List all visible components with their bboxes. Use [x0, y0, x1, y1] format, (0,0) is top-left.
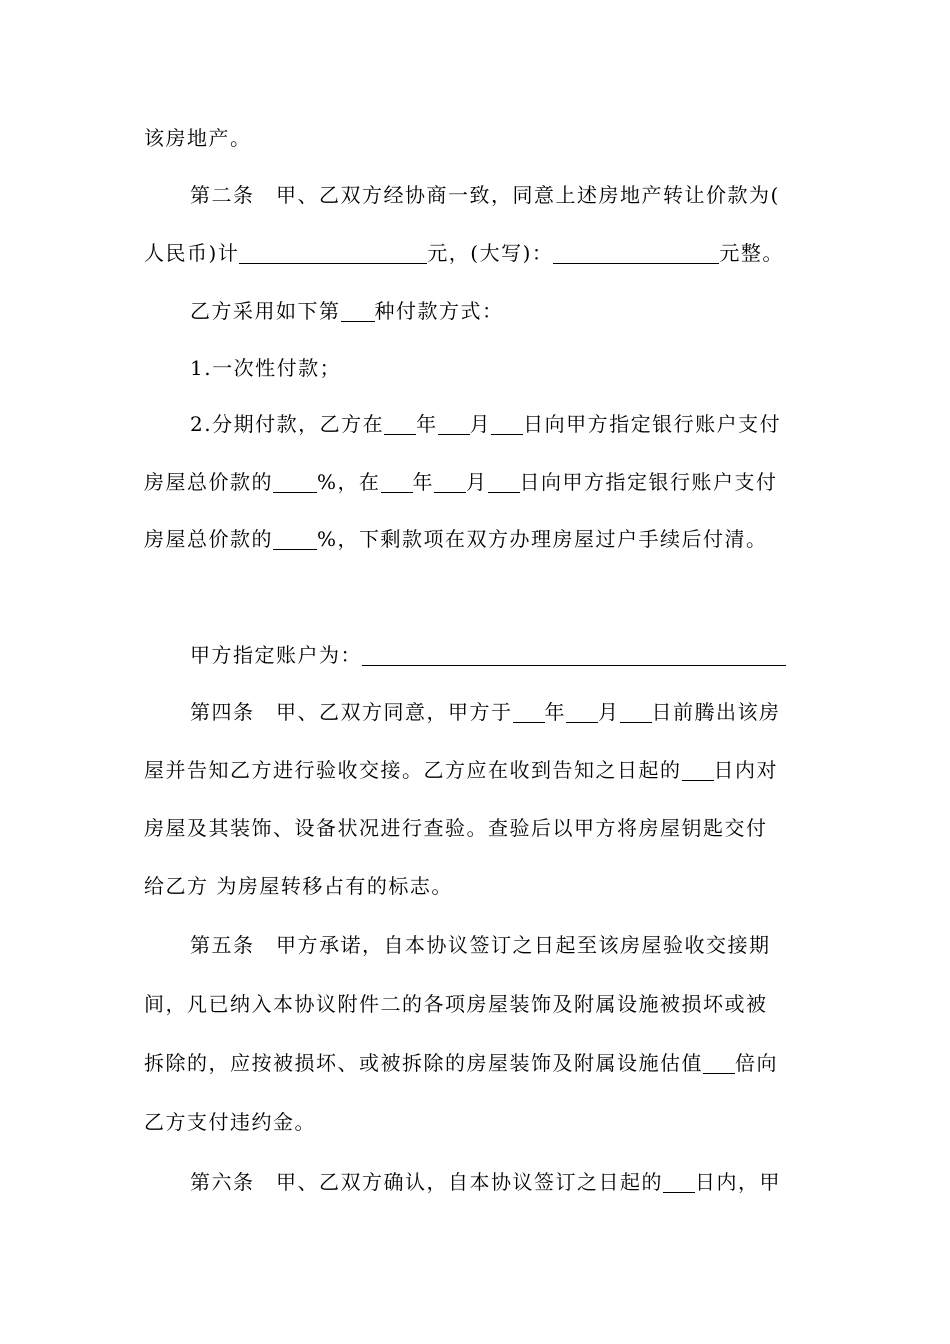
text-segment: 2.分期付款，乙方在: [190, 412, 385, 436]
text-segment: 年: [412, 470, 435, 494]
text-segment: 年: [544, 700, 566, 724]
article-2-line-1: [190, 181, 780, 209]
article-5-line-3: [144, 1049, 778, 1077]
blank-month[interactable]: [434, 472, 466, 493]
blank-payment-option[interactable]: [341, 301, 375, 322]
account-line: [190, 641, 786, 669]
text-segment: 第六条 甲、乙双方确认，自本协议签订之日起的: [190, 1170, 663, 1194]
text-segment: 第二条 甲、乙双方经协商一致，同意上述房地产转让价款为(: [190, 183, 780, 207]
blank-month[interactable]: [438, 414, 470, 435]
article-6-line-1: [190, 1168, 781, 1196]
article-4-line-3: [144, 814, 768, 842]
text-segment: %，在: [317, 470, 381, 494]
text-segment: 房屋总价款的: [144, 527, 273, 551]
payment-option-2-line-2: [144, 468, 778, 496]
blank-percent[interactable]: [273, 472, 317, 493]
payment-option-1: [190, 354, 341, 382]
article-5-line-4: [144, 1108, 316, 1136]
article-2-line-2: [144, 239, 784, 267]
text-segment: 1.一次性付款；: [190, 356, 342, 380]
blank-day[interactable]: [491, 414, 523, 435]
text-segment: 元，(大写)：: [427, 241, 554, 265]
text-segment: 日内对: [713, 758, 778, 782]
blank-day[interactable]: [620, 702, 652, 723]
text-segment: 乙方采用如下第: [190, 299, 341, 323]
blank-account[interactable]: [362, 645, 786, 666]
text-segment: 甲方指定账户为：: [190, 643, 362, 667]
article-4-line-4: [144, 872, 453, 900]
article-4-line-1: [190, 698, 781, 726]
text-segment: 日向甲方指定银行账户支付: [523, 412, 782, 436]
blank-price-figure[interactable]: [239, 243, 427, 264]
text-segment: 第四条 甲、乙双方同意，甲方于: [190, 700, 513, 724]
payment-option-2-line-3: [144, 525, 768, 553]
text-segment: 日向甲方指定银行账户支付: [519, 470, 778, 494]
blank-year[interactable]: [384, 414, 416, 435]
text-segment: 人民币)计: [144, 241, 240, 265]
text-segment: 元整。: [719, 241, 784, 265]
text-segment: 拆除的，应按被损坏、或被拆除的房屋装饰及附属设施估值: [144, 1051, 703, 1075]
article-5-line-2: [144, 990, 768, 1018]
text-segment: %，下剩款项在双方办理房屋过户手续后付清。: [317, 527, 768, 551]
text-segment: 月: [466, 470, 488, 494]
text-segment: 屋并告知乙方进行验收交接。乙方应在收到告知之日起的: [144, 758, 682, 782]
text-segment: 种付款方式：: [374, 299, 504, 323]
text-segment: 倍向: [735, 1051, 778, 1075]
text-segment: 房屋及其装饰、设备状况进行查验。查验后以甲方将房屋钥匙交付: [144, 816, 768, 840]
blank-percent[interactable]: [273, 529, 317, 550]
text-segment: 房屋总价款的: [144, 470, 273, 494]
text-segment: 月: [598, 700, 620, 724]
blank-month[interactable]: [566, 702, 598, 723]
payment-method-line: [190, 297, 504, 325]
payment-option-2-line-1: [190, 410, 781, 438]
blank-year[interactable]: [513, 702, 545, 723]
blank-days[interactable]: [682, 760, 714, 781]
text-segment: 该房地产。: [144, 126, 252, 150]
article-5-line-1: [190, 931, 771, 959]
text-segment: 乙方支付违约金。: [144, 1110, 316, 1134]
blank-day[interactable]: [488, 472, 520, 493]
blank-days[interactable]: [663, 1172, 695, 1193]
text-segment: 间，凡已纳入本协议附件二的各项房屋装饰及附属设施被损坏或被: [144, 992, 768, 1016]
blank-multiple[interactable]: [703, 1053, 735, 1074]
text-line-1: [144, 124, 252, 152]
text-segment: 第五条 甲方承诺，自本协议签订之日起至该房屋验收交接期: [190, 933, 771, 957]
blank-year[interactable]: [381, 472, 413, 493]
article-4-line-2: [144, 756, 778, 784]
text-segment: 给乙方 为房屋转移占有的标志。: [144, 874, 453, 898]
text-segment: 日内，甲: [695, 1170, 781, 1194]
text-segment: 日前腾出该房: [651, 700, 781, 724]
text-segment: 年: [416, 412, 438, 436]
text-segment: 月: [469, 412, 492, 436]
blank-price-words[interactable]: [553, 243, 719, 264]
